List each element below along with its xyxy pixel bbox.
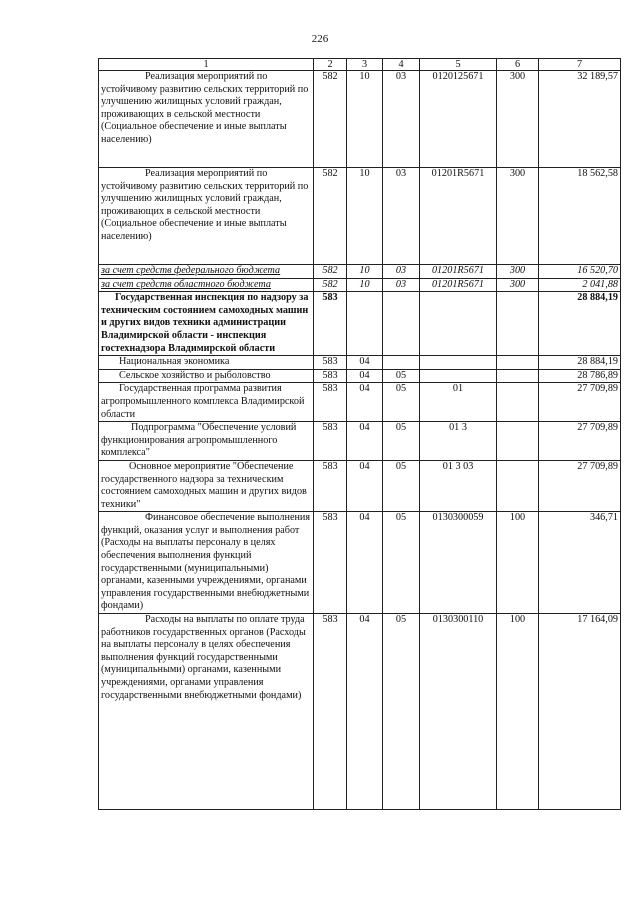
table-row bbox=[99, 168, 621, 265]
row-cell: 10 bbox=[347, 168, 383, 265]
row-cell: 583 bbox=[314, 383, 347, 422]
row-cell: 0130300059 bbox=[420, 512, 497, 614]
table-row bbox=[99, 512, 621, 614]
row-cell: 04 bbox=[347, 369, 383, 383]
row-cell bbox=[497, 292, 539, 356]
row-cell: 583 bbox=[314, 460, 347, 511]
row-cell: 100 bbox=[497, 512, 539, 614]
row-cell: 03 bbox=[383, 168, 420, 265]
row-cell: 300 bbox=[497, 168, 539, 265]
header-cell: 4 bbox=[383, 59, 420, 71]
row-cell: 17 164,09 bbox=[539, 614, 621, 810]
row-cell bbox=[420, 356, 497, 370]
row-cell: 27 709,89 bbox=[539, 460, 621, 511]
row-cell: 300 bbox=[497, 278, 539, 292]
row-cell bbox=[420, 369, 497, 383]
row-cell: 583 bbox=[314, 356, 347, 370]
row-cell: 583 bbox=[314, 292, 347, 356]
header-cell: 2 bbox=[314, 59, 347, 71]
row-cell: 27 709,89 bbox=[539, 422, 621, 461]
row-name: за счет средств областного бюджета bbox=[99, 278, 314, 292]
row-cell bbox=[497, 422, 539, 461]
table-header-row bbox=[99, 59, 621, 71]
row-name: Государственная программа развития агропромышленного комплекса Владимирской области bbox=[99, 383, 314, 422]
row-cell: 05 bbox=[383, 383, 420, 422]
row-cell: 05 bbox=[383, 460, 420, 511]
row-cell: 10 bbox=[347, 71, 383, 168]
row-cell: 0130300110 bbox=[420, 614, 497, 810]
header-cell: 1 bbox=[99, 59, 314, 71]
row-name: Финансовое обеспечение выполнения функций, оказания услуг и выполнения работ (Расходы на выплаты персоналу в целях обеспечения выполнения функций государственными (муниципальными) органами, казенными учреждениями, органами управления государственными внебюджетными фондами) bbox=[99, 512, 314, 614]
table-row bbox=[99, 422, 621, 461]
row-name: Расходы на выплаты по оплате труда работников государственных органов (Расходы на выплаты персоналу в целях обеспечения выполнения функций государственными (муниципальными) органами, казенными учреждениями, органами управления государственными внебюджетными фондами) bbox=[99, 614, 314, 810]
row-cell: 01 3 03 bbox=[420, 460, 497, 511]
row-cell: 03 bbox=[383, 278, 420, 292]
table-row bbox=[99, 383, 621, 422]
row-cell: 10 bbox=[347, 265, 383, 279]
row-cell: 03 bbox=[383, 265, 420, 279]
row-cell: 04 bbox=[347, 422, 383, 461]
row-cell bbox=[383, 356, 420, 370]
row-cell: 01201R5671 bbox=[420, 265, 497, 279]
table-row bbox=[99, 369, 621, 383]
page-number: 226 bbox=[311, 33, 329, 45]
row-cell: 300 bbox=[497, 265, 539, 279]
row-cell bbox=[420, 292, 497, 356]
table-row bbox=[99, 460, 621, 511]
row-cell: 2 041,88 bbox=[539, 278, 621, 292]
header-cell: 5 bbox=[420, 59, 497, 71]
row-cell: 04 bbox=[347, 512, 383, 614]
row-cell bbox=[347, 292, 383, 356]
row-cell: 100 bbox=[497, 614, 539, 810]
row-cell: 583 bbox=[314, 614, 347, 810]
row-cell: 16 520,70 bbox=[539, 265, 621, 279]
table-row bbox=[99, 356, 621, 370]
row-cell bbox=[383, 292, 420, 356]
row-cell: 582 bbox=[314, 168, 347, 265]
row-cell: 01 3 bbox=[420, 422, 497, 461]
row-cell: 04 bbox=[347, 356, 383, 370]
row-cell: 05 bbox=[383, 422, 420, 461]
row-name: Реализация мероприятий по устойчивому развитию сельских территорий по улучшению жилищных условий граждан, проживающих в сельской местности (Социальное обеспечение и иные выплаты населению) bbox=[99, 168, 314, 265]
row-cell: 10 bbox=[347, 278, 383, 292]
row-name: Сельское хозяйство и рыболовство bbox=[99, 369, 314, 383]
row-cell: 582 bbox=[314, 71, 347, 168]
row-cell: 01201R5671 bbox=[420, 278, 497, 292]
table-row bbox=[99, 265, 621, 279]
row-cell: 05 bbox=[383, 369, 420, 383]
row-cell: 27 709,89 bbox=[539, 383, 621, 422]
row-cell bbox=[497, 356, 539, 370]
row-cell: 582 bbox=[314, 278, 347, 292]
row-cell: 28 884,19 bbox=[539, 356, 621, 370]
budget-table bbox=[98, 58, 621, 810]
row-cell: 583 bbox=[314, 422, 347, 461]
row-cell: 04 bbox=[347, 383, 383, 422]
row-cell: 18 562,58 bbox=[539, 168, 621, 265]
row-cell: 05 bbox=[383, 614, 420, 810]
row-name: Национальная экономика bbox=[99, 356, 314, 370]
row-cell: 01201R5671 bbox=[420, 168, 497, 265]
row-cell: 0120125671 bbox=[420, 71, 497, 168]
row-name: Реализация мероприятий по устойчивому развитию сельских территорий по улучшению жилищных условий граждан, проживающих в сельской местности (Социальное обеспечение и иные выплаты населению) bbox=[99, 71, 314, 168]
row-cell: 583 bbox=[314, 369, 347, 383]
row-cell: 300 bbox=[497, 71, 539, 168]
row-cell: 28 786,89 bbox=[539, 369, 621, 383]
row-cell: 03 bbox=[383, 71, 420, 168]
row-cell: 346,71 bbox=[539, 512, 621, 614]
table-row bbox=[99, 278, 621, 292]
header-cell: 6 bbox=[497, 59, 539, 71]
row-cell bbox=[497, 369, 539, 383]
table-row bbox=[99, 71, 621, 168]
row-cell: 28 884,19 bbox=[539, 292, 621, 356]
row-cell: 583 bbox=[314, 512, 347, 614]
row-cell: 582 bbox=[314, 265, 347, 279]
row-cell bbox=[497, 460, 539, 511]
row-cell: 04 bbox=[347, 614, 383, 810]
row-name: Основное мероприятие "Обеспечение государственного надзора за техническим состоянием самоходных машин и других видов техники" bbox=[99, 460, 314, 511]
row-cell: 04 bbox=[347, 460, 383, 511]
header-cell: 3 bbox=[347, 59, 383, 71]
header-cell: 7 bbox=[539, 59, 621, 71]
row-name: за счет средств федерального бюджета bbox=[99, 265, 314, 279]
table-row bbox=[99, 292, 621, 356]
row-name: Государственная инспекция по надзору за техническим состоянием самоходных машин и других видов техники администрации Владимирской области - инспекция гостехнадзора Владимирской области bbox=[99, 292, 314, 356]
row-cell: 01 bbox=[420, 383, 497, 422]
row-cell: 32 189,57 bbox=[539, 71, 621, 168]
row-cell: 05 bbox=[383, 512, 420, 614]
row-name: Подпрограмма "Обеспечение условий функционирования агропромышленного комплекса" bbox=[99, 422, 314, 461]
row-cell bbox=[497, 383, 539, 422]
table-row bbox=[99, 614, 621, 810]
